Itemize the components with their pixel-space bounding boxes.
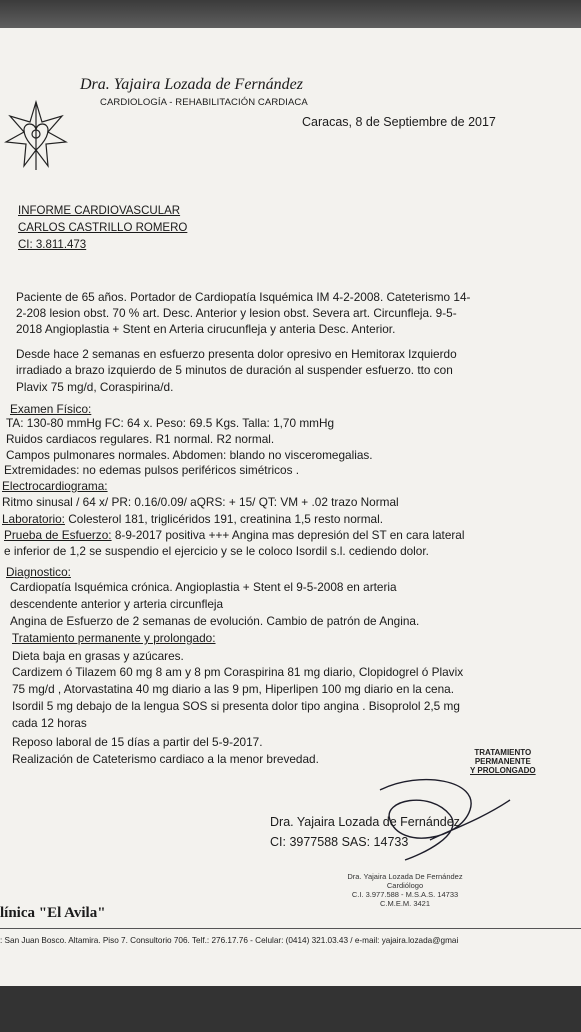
stress-line-2: e inferior de 1,2 se suspendio el ejercicio y se le coloco Isordil s.l. cediendo dolor. [4,544,429,558]
treatment-line-5: cada 12 horas [12,716,87,730]
stamp-ids: C.I. 3.977.588 - M.S.A.S. 14733 [351,890,459,899]
history-line-3: 2018 Angioplastia + Stent en Arteria cirucunfleja y anteria Desc. Anterior. [16,322,396,336]
treatment-line-4: Isordil 5 mg debajo de la lengua SOS si presenta dolor tipo angina . Bisoprolol 2,5 mg [12,699,460,713]
patient-name: CARLOS CASTRILLO ROMERO [18,222,188,234]
treatment-line-2: Cardizem ó Tilazem 60 mg 8 am y 8 pm Coraspirina 81 mg diario, Clopidogrel ó Plavix [12,665,464,679]
stress-line [4,528,465,542]
diagnosis-line-3: Angina de Esfuerzo de 2 semanas de evolución. Cambio de patrón de Angina. [10,614,420,628]
treatment-line-3: 75 mg/d , Atorvastatina 40 mg diario a las 9 pm, Hiperlipen 100 mg diario en la cena. [12,682,454,696]
exam-line-1: TA: 130-80 mmHg FC: 64 x. Peso: 69.5 Kgs. Talla: 1,70 mmHg [6,416,335,430]
treatment-line-7: Realización de Cateterismo cardiaco a la menor brevedad. [12,752,319,766]
star-heart-logo-icon [2,100,70,172]
lab-text: Colesterol 181, triglicéridos 191, creatinina 1,5 resto normal. [64,512,383,526]
patient-ci: CI: 3.811.473 [18,239,87,251]
complaint-line-1: Desde hace 2 semanas en esfuerzo presenta dolor opresivo en Hemitorax Izquierdo [16,347,457,361]
stamp-line-2: PERMANENTE [474,757,531,766]
diagnosis-line-1: Cardiopatía Isquémica crónica. Angioplastia + Stent el 9-5-2008 en arteria [10,580,397,594]
treatment-line-1: Dieta baja en grasas y azúcares. [12,649,184,663]
background-bottom [0,986,581,1032]
complaint-line-2: irradiado a brazo izquierdo de 5 minutos de duración al suspender esfuerzo. tto con [16,363,453,377]
footer-divider [0,928,581,929]
diagnosis-line-2: descendente anterior y arteria circunfleja [10,597,224,611]
signature-ids: CI: 3977588 SAS: 14733 [270,835,409,849]
stamp-role: Cardiólogo [386,881,424,890]
treatment-line-6: Reposo laboral de 15 días a partir del 5-9-2017. [12,735,263,749]
stamp-line-1: TRATAMIENTO [474,748,532,757]
stamp-name: Dra. Yajaira Lozada De Fernández [347,872,463,881]
stamp-line-3: Y PROLONGADO [470,766,536,775]
ecg-line: Ritmo sinusal / 64 x/ PR: 0.16/0.09/ aQRS: + 15/ QT: VM + .02 trazo Normal [2,495,399,509]
signature-name: Dra. Yajaira Lozada de Fernández [270,815,460,829]
stress-text: 8-9-2017 positiva +++ Angina mas depresión del ST en cara lateral [111,528,465,542]
complaint-line-3: Plavix 75 mg/d, Coraspirina/d. [16,380,174,394]
footer-address: : San Juan Bosco. Altamira. Piso 7. Consultorio 706. Telf.: 276.17.76 - Celular: (0414) 321.03.43 / e-mail: yajaira.lozada@gmai [0,936,459,945]
exam-line-4: Extremidades: no edemas pulsos periféricos simétricos . [4,463,300,477]
lab-heading: Laboratorio: [2,512,65,526]
doctor-name-header: Dra. Yajaira Lozada de Fernández [80,76,303,93]
clinic-name: línica "El Avila" [0,905,106,921]
ecg-heading: Electrocardiograma: [2,479,108,493]
report-title: INFORME CARDIOVASCULAR [18,205,181,217]
report-date: Caracas, 8 de Septiembre de 2017 [302,115,496,129]
diagnosis-heading: Diagnostico: [6,565,71,579]
specialty: CARDIOLOGÍA - REHABILITACIÓN CARDIACA [100,97,308,108]
exam-line-2: Ruidos cardiacos regulares. R1 normal. R2 normal. [6,432,275,446]
stamp-cmem: C.M.E.M. 3421 [379,899,431,908]
exam-heading: Examen Físico: [10,402,92,416]
stress-heading: Prueba de Esfuerzo: [4,528,112,542]
history-line-2: 2-208 lesion obst. 70 % art. Desc. Anterior y lesion obst. Severa art. Circunfleja. 9-5- [16,306,457,320]
treatment-heading: Tratamiento permanente y prolongado: [12,631,216,645]
history-line-1: Paciente de 65 años. Portador de Cardiopatía Isquémica IM 4-2-2008. Cateterismo 14- [16,290,471,304]
exam-line-3: Campos pulmonares normales. Abdomen: blando no visceromegalias. [6,448,373,462]
lab-line [2,512,383,526]
doctor-stamp [330,872,480,908]
